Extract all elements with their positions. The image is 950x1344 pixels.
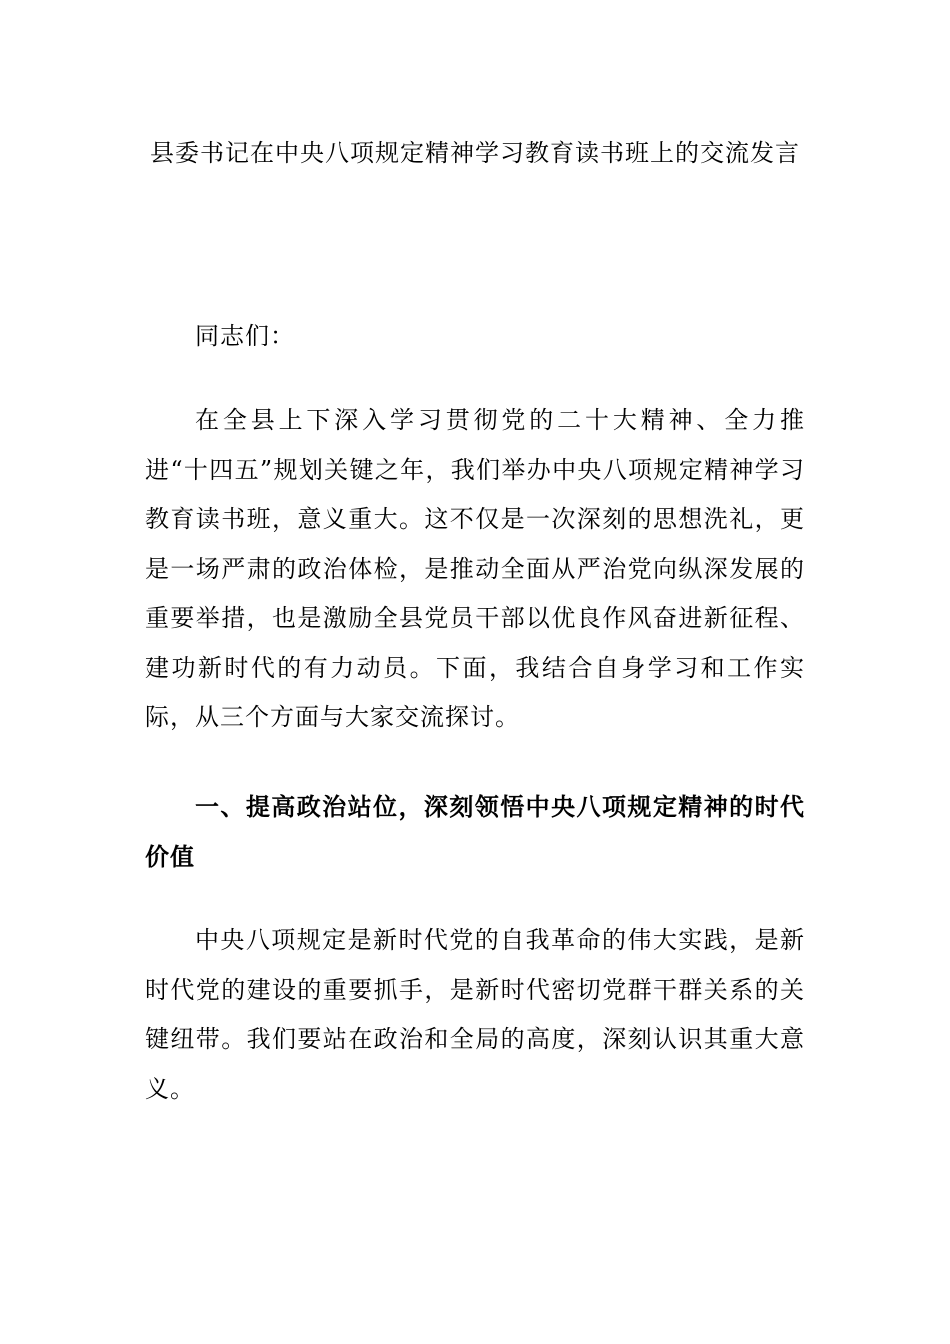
document-title: 县委书记在中央八项规定精神学习教育读书班上的交流发言 (150, 139, 800, 167)
section-heading-1: 一、提高政治站位，深刻领悟中央八项规定精神的时代价值 (145, 793, 805, 871)
salutation: 同志们： (195, 322, 295, 350)
section-1-paragraph: 中央八项规定是新时代党的自我革命的伟大实践，是新时代党的建设的重要抓手，是新时代密切党群干群关系的关键纽带。我们要站在政治和全局的高度，深刻认识其重大意义。 (145, 926, 805, 1103)
intro-paragraph: 在全县上下深入学习贯彻党的二十大精神、全力推进“十四五”规划关键之年，我们举办中央八项规定精神学习教育读书班，意义重大。这不仅是一次深刻的思想洗礼，更是一场严肃的政治体检，是推动全面从严治党向纵深发展的重要举措，也是激励全县党员干部以优良作风奋进新征程、建功新时代的有力动员。下面，我结合自身学习和工作实际，从三个方面与大家交流探讨。 (145, 406, 805, 731)
